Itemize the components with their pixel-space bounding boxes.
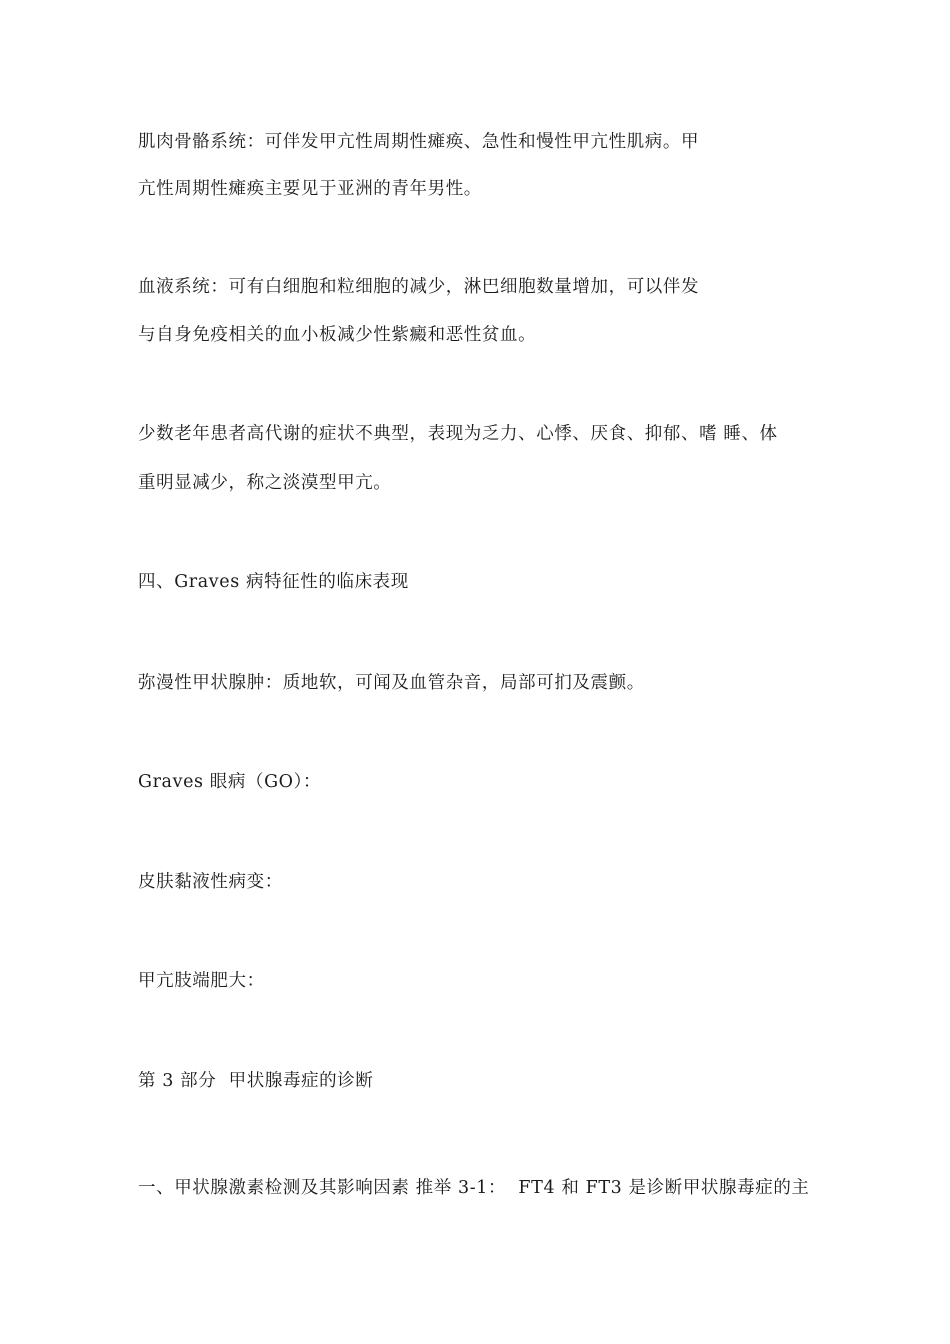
musculoskeletal-text-line-2: 亢性周期性瘫痪主要见于亚洲的青年男性。 [138, 179, 482, 199]
graves-ophthalmopathy-text: Graves 眼病（GO）： [138, 772, 322, 792]
part-three-heading: 第 3 部分 甲状腺毒症的诊断 [138, 1071, 374, 1091]
blood-system-text-line-1: 血液系统：可有白细胞和粒细胞的减少，淋巴细胞数量增加，可以伴发 [138, 277, 700, 297]
section-four-heading: 四、Graves 病特征性的临床表现 [138, 572, 409, 592]
pretibial-myxedema-text: 皮肤黏液性病变： [138, 872, 283, 892]
elderly-patients-text-line-1: 少数老年患者高代谢的症状不典型，表现为乏力、心悸、厌食、抑郁、嗜 睡、体 [138, 424, 778, 444]
hormone-testing-text: 一、甲状腺激素检测及其影响因素 推举 3-1： FT4 和 FT3 是诊断甲状腺毒症的主 [138, 1178, 810, 1198]
musculoskeletal-text-line-1: 肌肉骨骼系统：可伴发甲亢性周期性瘫痪、急性和慢性甲亢性肌病。甲 [138, 132, 700, 152]
thyroid-acropachy-text: 甲亢肢端肥大： [138, 971, 265, 991]
diffuse-goiter-text: 弥漫性甲状腺肿：质地软，可闻及血管杂音，局部可扪及震颤。 [138, 673, 645, 693]
elderly-patients-text-line-2: 重明显减少，称之淡漠型甲亢。 [138, 473, 392, 493]
blood-system-text-line-2: 与自身免疫相关的血小板减少性紫癜和恶性贫血。 [138, 325, 537, 345]
